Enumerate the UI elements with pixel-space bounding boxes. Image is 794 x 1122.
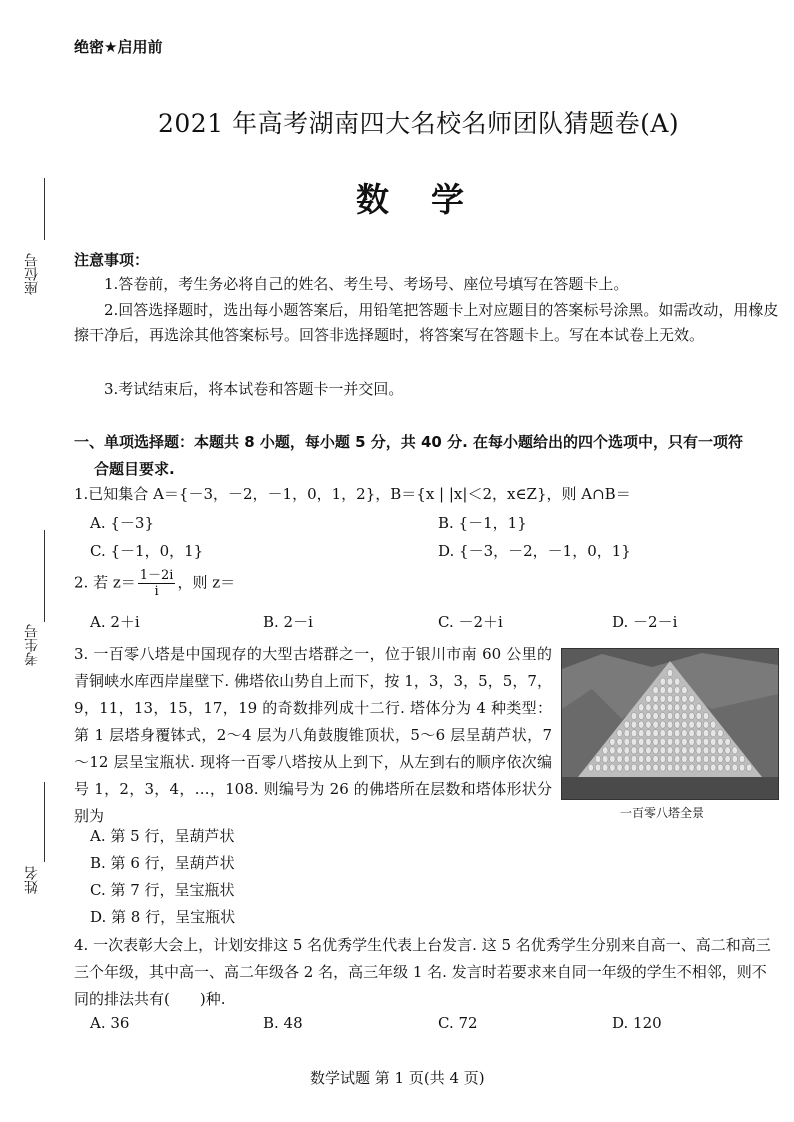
stupa-mark (739, 764, 745, 771)
q1-option-d: D. {－3，－2，－1，0，1} (438, 542, 631, 560)
stupa-mark (703, 738, 709, 745)
stupa-mark (703, 747, 709, 754)
subject-title: 数学 (356, 180, 506, 219)
question-1-stem: 1.已知集合 A＝{－3，－2，－1，0，1，2}，B＝{x | |x|＜2，x∈Z}，则 A∩B＝ (74, 485, 631, 503)
stupa-mark (660, 721, 666, 728)
stupa-mark (689, 755, 695, 762)
stupa-mark (610, 747, 616, 754)
stupa-mark (646, 730, 652, 737)
stupa-mark (682, 687, 688, 694)
stupa-mark (638, 738, 644, 745)
stupa-mark (682, 738, 688, 745)
stupa-mark (646, 704, 652, 711)
q2-denominator: i (154, 584, 159, 599)
stupa-mark (653, 747, 659, 754)
stupa-mark (595, 755, 601, 762)
stupa-mark (674, 704, 680, 711)
stupa-mark (674, 695, 680, 702)
stupa-mark (674, 678, 680, 685)
stupa-mark (617, 730, 623, 737)
stupa-mark (739, 755, 745, 762)
q2-option-b: B. 2－i (263, 613, 313, 631)
stupa-mark (703, 730, 709, 737)
stupa-mark (725, 747, 731, 754)
stupa-mark (660, 712, 666, 719)
q2-option-c: C. －2＋i (438, 613, 503, 631)
stupa-mark (638, 721, 644, 728)
stupa-mark (631, 721, 637, 728)
stupa-mark (667, 687, 673, 694)
stupa-mark (588, 764, 594, 771)
stupa-mark (674, 712, 680, 719)
stupa-mark (602, 764, 608, 771)
section-heading (74, 429, 780, 483)
stupa-mark (624, 721, 630, 728)
stupa-mark (718, 747, 724, 754)
stupa-mark (732, 764, 738, 771)
stupa-mark (602, 747, 608, 754)
stupa-mark (710, 738, 716, 745)
stupa-mark (660, 764, 666, 771)
stupa-mark (602, 755, 608, 762)
stupa-mark (638, 755, 644, 762)
confidential-label: 绝密★启用前 (74, 38, 163, 56)
stupa-mark (667, 712, 673, 719)
seat-label: 座位号 (24, 253, 40, 295)
q1-option-b: B. {－1，1} (438, 514, 527, 532)
stupa-mark (638, 730, 644, 737)
stupa-mark (617, 738, 623, 745)
stupa-mark (667, 669, 673, 676)
q2-prefix: 2. 若 z＝ (74, 573, 136, 592)
notice-item-3: 3.考试结束后，将本试卷和答题卡一并交回。 (104, 380, 404, 398)
page-footer: 数学试题 第 1 页(共 4 页) (310, 1069, 485, 1087)
stupa-mark (595, 764, 601, 771)
stupa-mark (667, 738, 673, 745)
stupa-mark (660, 704, 666, 711)
stupa-mark (653, 695, 659, 702)
stupa-mark (617, 755, 623, 762)
stupa-mark (696, 755, 702, 762)
stupa-mark (696, 738, 702, 745)
stupa-mark (653, 738, 659, 745)
stupa-mark (674, 747, 680, 754)
stupa-mark (660, 687, 666, 694)
q1-option-c: C. {－1，0，1} (90, 542, 204, 560)
stupa-mark (653, 721, 659, 728)
stupa-mark (689, 764, 695, 771)
stupa-mark (610, 738, 616, 745)
q2-numerator: 1－2i (139, 568, 174, 583)
stupa-mark (667, 730, 673, 737)
stupa-mark (682, 747, 688, 754)
q3-option-a: A. 第 5 行，呈葫芦状 (90, 827, 235, 845)
stupa-mark (638, 764, 644, 771)
section-heading-line2: 合题目要求. (94, 460, 175, 478)
stupa-mark (646, 764, 652, 771)
stupa-mark (710, 755, 716, 762)
stupa-mark (624, 764, 630, 771)
q3-option-c: C. 第 7 行，呈宝瓶状 (90, 881, 235, 899)
stupa-mark (710, 764, 716, 771)
stupa-mark (710, 730, 716, 737)
stupa-mark (689, 730, 695, 737)
stupa-mark (610, 755, 616, 762)
stupa-mark (610, 764, 616, 771)
stupa-mark (682, 695, 688, 702)
stupa-mark (660, 678, 666, 685)
stupa-mark (667, 704, 673, 711)
notice-item-1: 1.答卷前，考生务必将自己的姓名、考生号、考场号、座位号填写在答题卡上。 (104, 275, 629, 293)
stupa-mark (696, 712, 702, 719)
stupa-mark (660, 747, 666, 754)
name-line (44, 782, 45, 862)
stupa-mark (682, 712, 688, 719)
stupa-mark (718, 738, 724, 745)
stupa-mark (696, 704, 702, 711)
stupa-mark (638, 712, 644, 719)
stupa-mark (646, 747, 652, 754)
stupa-mark (674, 687, 680, 694)
stupa-mark (631, 712, 637, 719)
stupa-mark (646, 755, 652, 762)
stupa-mark (646, 712, 652, 719)
stupa-mark (667, 695, 673, 702)
stupa-mark (624, 730, 630, 737)
stupa-mark (617, 764, 623, 771)
stupa-mark (624, 755, 630, 762)
question-4-stem: 4. 一次表彰大会上，计划安排这 5 名优秀学生代表上台发言. 这 5 名优秀学生分别来自高一、高二和高三三个年级，其中高一、高二年级各 2 名，高三年级 1 名. 发言时若要求来自同一年级的学生不相邻，则不同的排法共有( )种. (74, 936, 771, 1008)
stupa-mark (653, 764, 659, 771)
stupa-mark (696, 730, 702, 737)
stupa-mark (732, 747, 738, 754)
stupa-mark (653, 687, 659, 694)
stupa-mark (718, 764, 724, 771)
q3-option-b: B. 第 6 行，呈葫芦状 (90, 854, 235, 872)
stupa-mark (624, 738, 630, 745)
stupa-mark (660, 730, 666, 737)
stupa-mark (617, 747, 623, 754)
stupa-mark (660, 755, 666, 762)
stupa-mark (725, 755, 731, 762)
stupa-mark (689, 712, 695, 719)
stupa-mark (674, 755, 680, 762)
stupa-mark (689, 738, 695, 745)
stupa-mark (682, 704, 688, 711)
stupa-mark (710, 747, 716, 754)
stupa-mark (703, 721, 709, 728)
stupa-mark (653, 755, 659, 762)
stupa-mark (696, 721, 702, 728)
stupa-mark (646, 721, 652, 728)
stupa-mark (710, 721, 716, 728)
stupa-mark (682, 764, 688, 771)
stupa-mark (631, 738, 637, 745)
q4-option-b: B. 48 (263, 1014, 303, 1032)
stupa-mark (631, 755, 637, 762)
section-heading-line1: 一、单项选择题：本题共 8 小题，每小题 5 分，共 40 分. 在每小题给出的四个选项中，只有一项符 (74, 433, 744, 451)
stupa-mark (689, 747, 695, 754)
exam-title: 2021 年高考湖南四大名校名师团队猜题卷(A) (158, 109, 680, 138)
notice-item-2: 2.回答选择题时，选出每小题答案后，用铅笔把答题卡上对应题目的答案标号涂黑。如需改动，用橡皮擦干净后，再选涂其他答案标号。回答非选择题时，将答案写在答题卡上。写在本试卷上无效。 (74, 301, 779, 344)
stupa-mark (674, 730, 680, 737)
stupa-mark (682, 730, 688, 737)
stupa-mark (689, 721, 695, 728)
stupa-mark (667, 678, 673, 685)
stupa-mark (696, 764, 702, 771)
question-2-stem (74, 568, 235, 599)
stupa-mark (667, 755, 673, 762)
stupa-mark (631, 764, 637, 771)
stupa-mark (689, 704, 695, 711)
stupa-mark (660, 738, 666, 745)
stupa-mark (718, 730, 724, 737)
stupa-mark (667, 721, 673, 728)
stupa-mark (660, 695, 666, 702)
q2-option-d: D. －2－i (612, 613, 678, 631)
stupa-mark (718, 755, 724, 762)
stupa-mark (667, 764, 673, 771)
stupa-mark (653, 730, 659, 737)
stupa-mark (674, 764, 680, 771)
stupa-mark (725, 764, 731, 771)
pagoda-illustration (562, 649, 778, 799)
seat-line (44, 178, 45, 240)
stupa-mark (646, 738, 652, 745)
stupa-mark (703, 712, 709, 719)
exam-number-label: 考生号 (24, 624, 40, 666)
stupa-mark (703, 764, 709, 771)
stupa-mark (653, 704, 659, 711)
name-label: 姓名 (24, 866, 40, 894)
q3-option-d: D. 第 8 行，呈宝瓶状 (90, 908, 236, 926)
stupa-mark (682, 721, 688, 728)
q1-option-a: A. {－3} (90, 514, 154, 532)
q2-option-a: A. 2＋i (90, 613, 140, 631)
stupa-mark (653, 712, 659, 719)
pagoda-photo (561, 648, 779, 800)
stupa-mark (638, 704, 644, 711)
notice-heading: 注意事项： (74, 251, 150, 269)
stupa-mark (646, 695, 652, 702)
stupa-mark (689, 695, 695, 702)
photo-caption: 一百零八塔全景 (620, 806, 705, 820)
stupa-mark (667, 747, 673, 754)
exam-number-line (44, 530, 45, 622)
q2-suffix: ，则 z＝ (177, 573, 236, 592)
stupa-mark (624, 747, 630, 754)
stupa-mark (725, 738, 731, 745)
stupa-mark (746, 764, 752, 771)
stupa-mark (703, 755, 709, 762)
q4-option-a: A. 36 (90, 1014, 130, 1032)
stupa-mark (682, 755, 688, 762)
stupa-mark (631, 730, 637, 737)
q4-option-c: C. 72 (438, 1014, 478, 1032)
q2-fraction (138, 568, 176, 599)
question-3-stem: 3. 一百零八塔是中国现存的大型古塔群之一，位于银川市南 60 公里的青铜峡水库西岸崖壁下. 佛塔依山势自上而下，按 1，3，3，5，5，7，9，11，13，15，17，19 的奇数排列成十二行. 塔体分为 4 种类型：第 1 层塔身覆钵式，2～4 层为八角鼓腹锥顶状，5～6 层呈葫芦状，7～12 层呈宝瓶状. 现将一百零八塔按从上到下，从左到右的顺序依次编号 1，2，3，4，…，108. 则编号为 26 的佛塔所在层数和塔体形状分别为 (74, 645, 552, 825)
stupa-mark (631, 747, 637, 754)
stupa-mark (674, 738, 680, 745)
stupa-mark (732, 755, 738, 762)
stupa-mark (696, 747, 702, 754)
stupa-mark (638, 747, 644, 754)
stupa-mark (674, 721, 680, 728)
q4-option-d: D. 120 (612, 1014, 662, 1032)
